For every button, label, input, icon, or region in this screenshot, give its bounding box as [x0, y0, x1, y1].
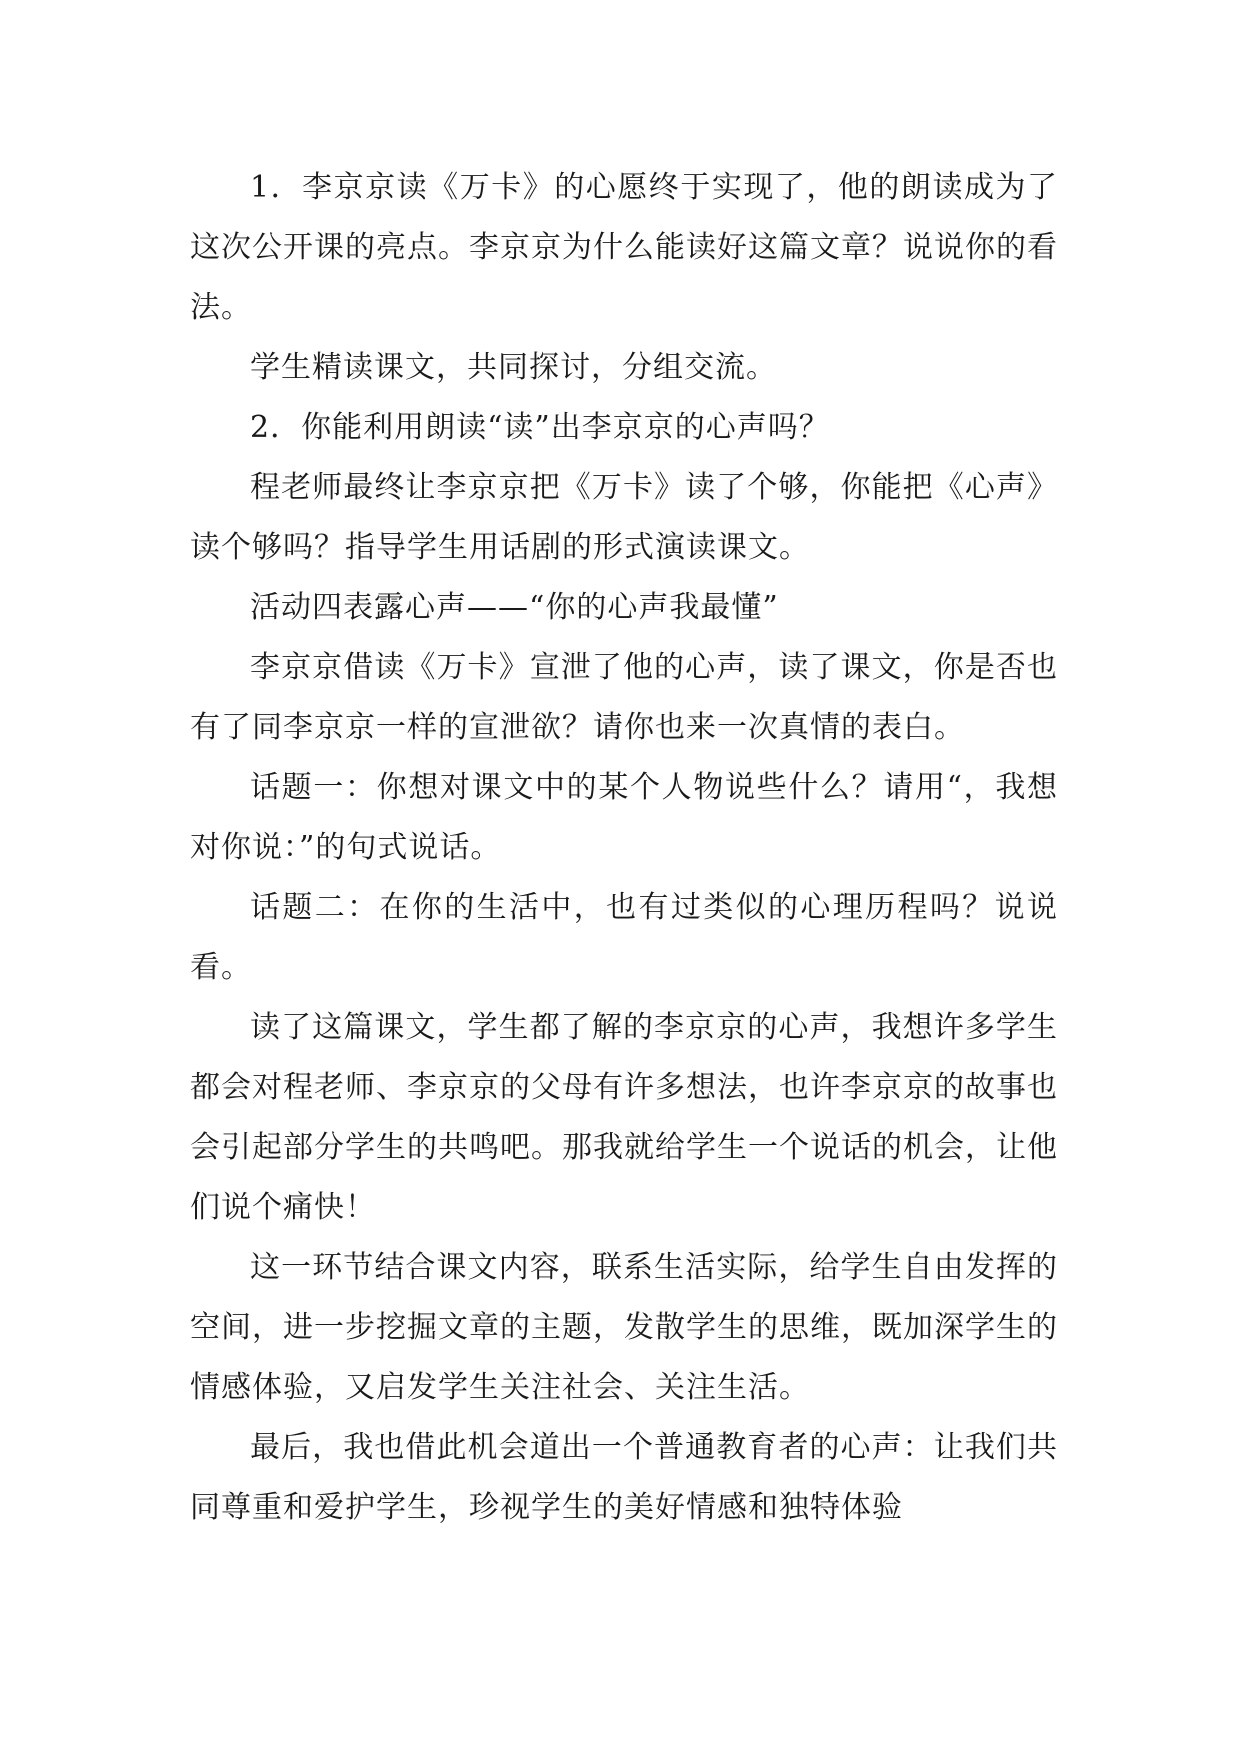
paragraph-topic-two: 话题二：在你的生活中，也有过类似的心理历程吗？说说看。 [190, 890, 1058, 985]
document-body [190, 158, 1058, 1538]
paragraph-design-rationale: 这一环节结合课文内容，联系生活实际，给学生自由发挥的空间，进一步挖掘文章的主题，发散学生的思维，既加深学生的情感体验，又启发学生关注社会、关注生活。 [190, 1250, 1058, 1405]
paragraph-question-2: 2．你能利用朗读“读”出李京京的心声吗？ [250, 410, 830, 445]
paragraph-student-discussion: 学生精读课文，共同探讨，分组交流。 [250, 350, 777, 385]
paragraph-drama-reading: 程老师最终让李京京把《万卡》读了个够，你能把《心声》读个够吗？指导学生用话剧的形式演读课文。 [190, 470, 1058, 565]
paragraph-activity-four-heading: 活动四表露心声——“你的心声我最懂” [250, 590, 779, 625]
paragraph-reflection: 读了这篇课文，学生都了解的李京京的心声，我想许多学生都会对程老师、李京京的父母有许多想法，也许李京京的故事也会引起部分学生的共鸣吧。那我就给学生一个说话的机会，让他们说个痛快！ [190, 1010, 1058, 1225]
paragraph-activity-four-intro: 李京京借读《万卡》宣泄了他的心声，读了课文，你是否也有了同李京京一样的宣泄欲？请你也来一次真情的表白。 [190, 650, 1058, 745]
paragraph-question-1: 1．李京京读《万卡》的心愿终于实现了，他的朗读成为了这次公开课的亮点。李京京为什么能读好这篇文章？说说你的看法。 [190, 170, 1058, 325]
paragraph-closing: 最后，我也借此机会道出一个普通教育者的心声：让我们共同尊重和爱护学生，珍视学生的美好情感和独特体验 [190, 1430, 1058, 1525]
paragraph-topic-one: 话题一：你想对课文中的某个人物说些什么？请用“，我想对你说：”的句式说话。 [190, 770, 1058, 865]
